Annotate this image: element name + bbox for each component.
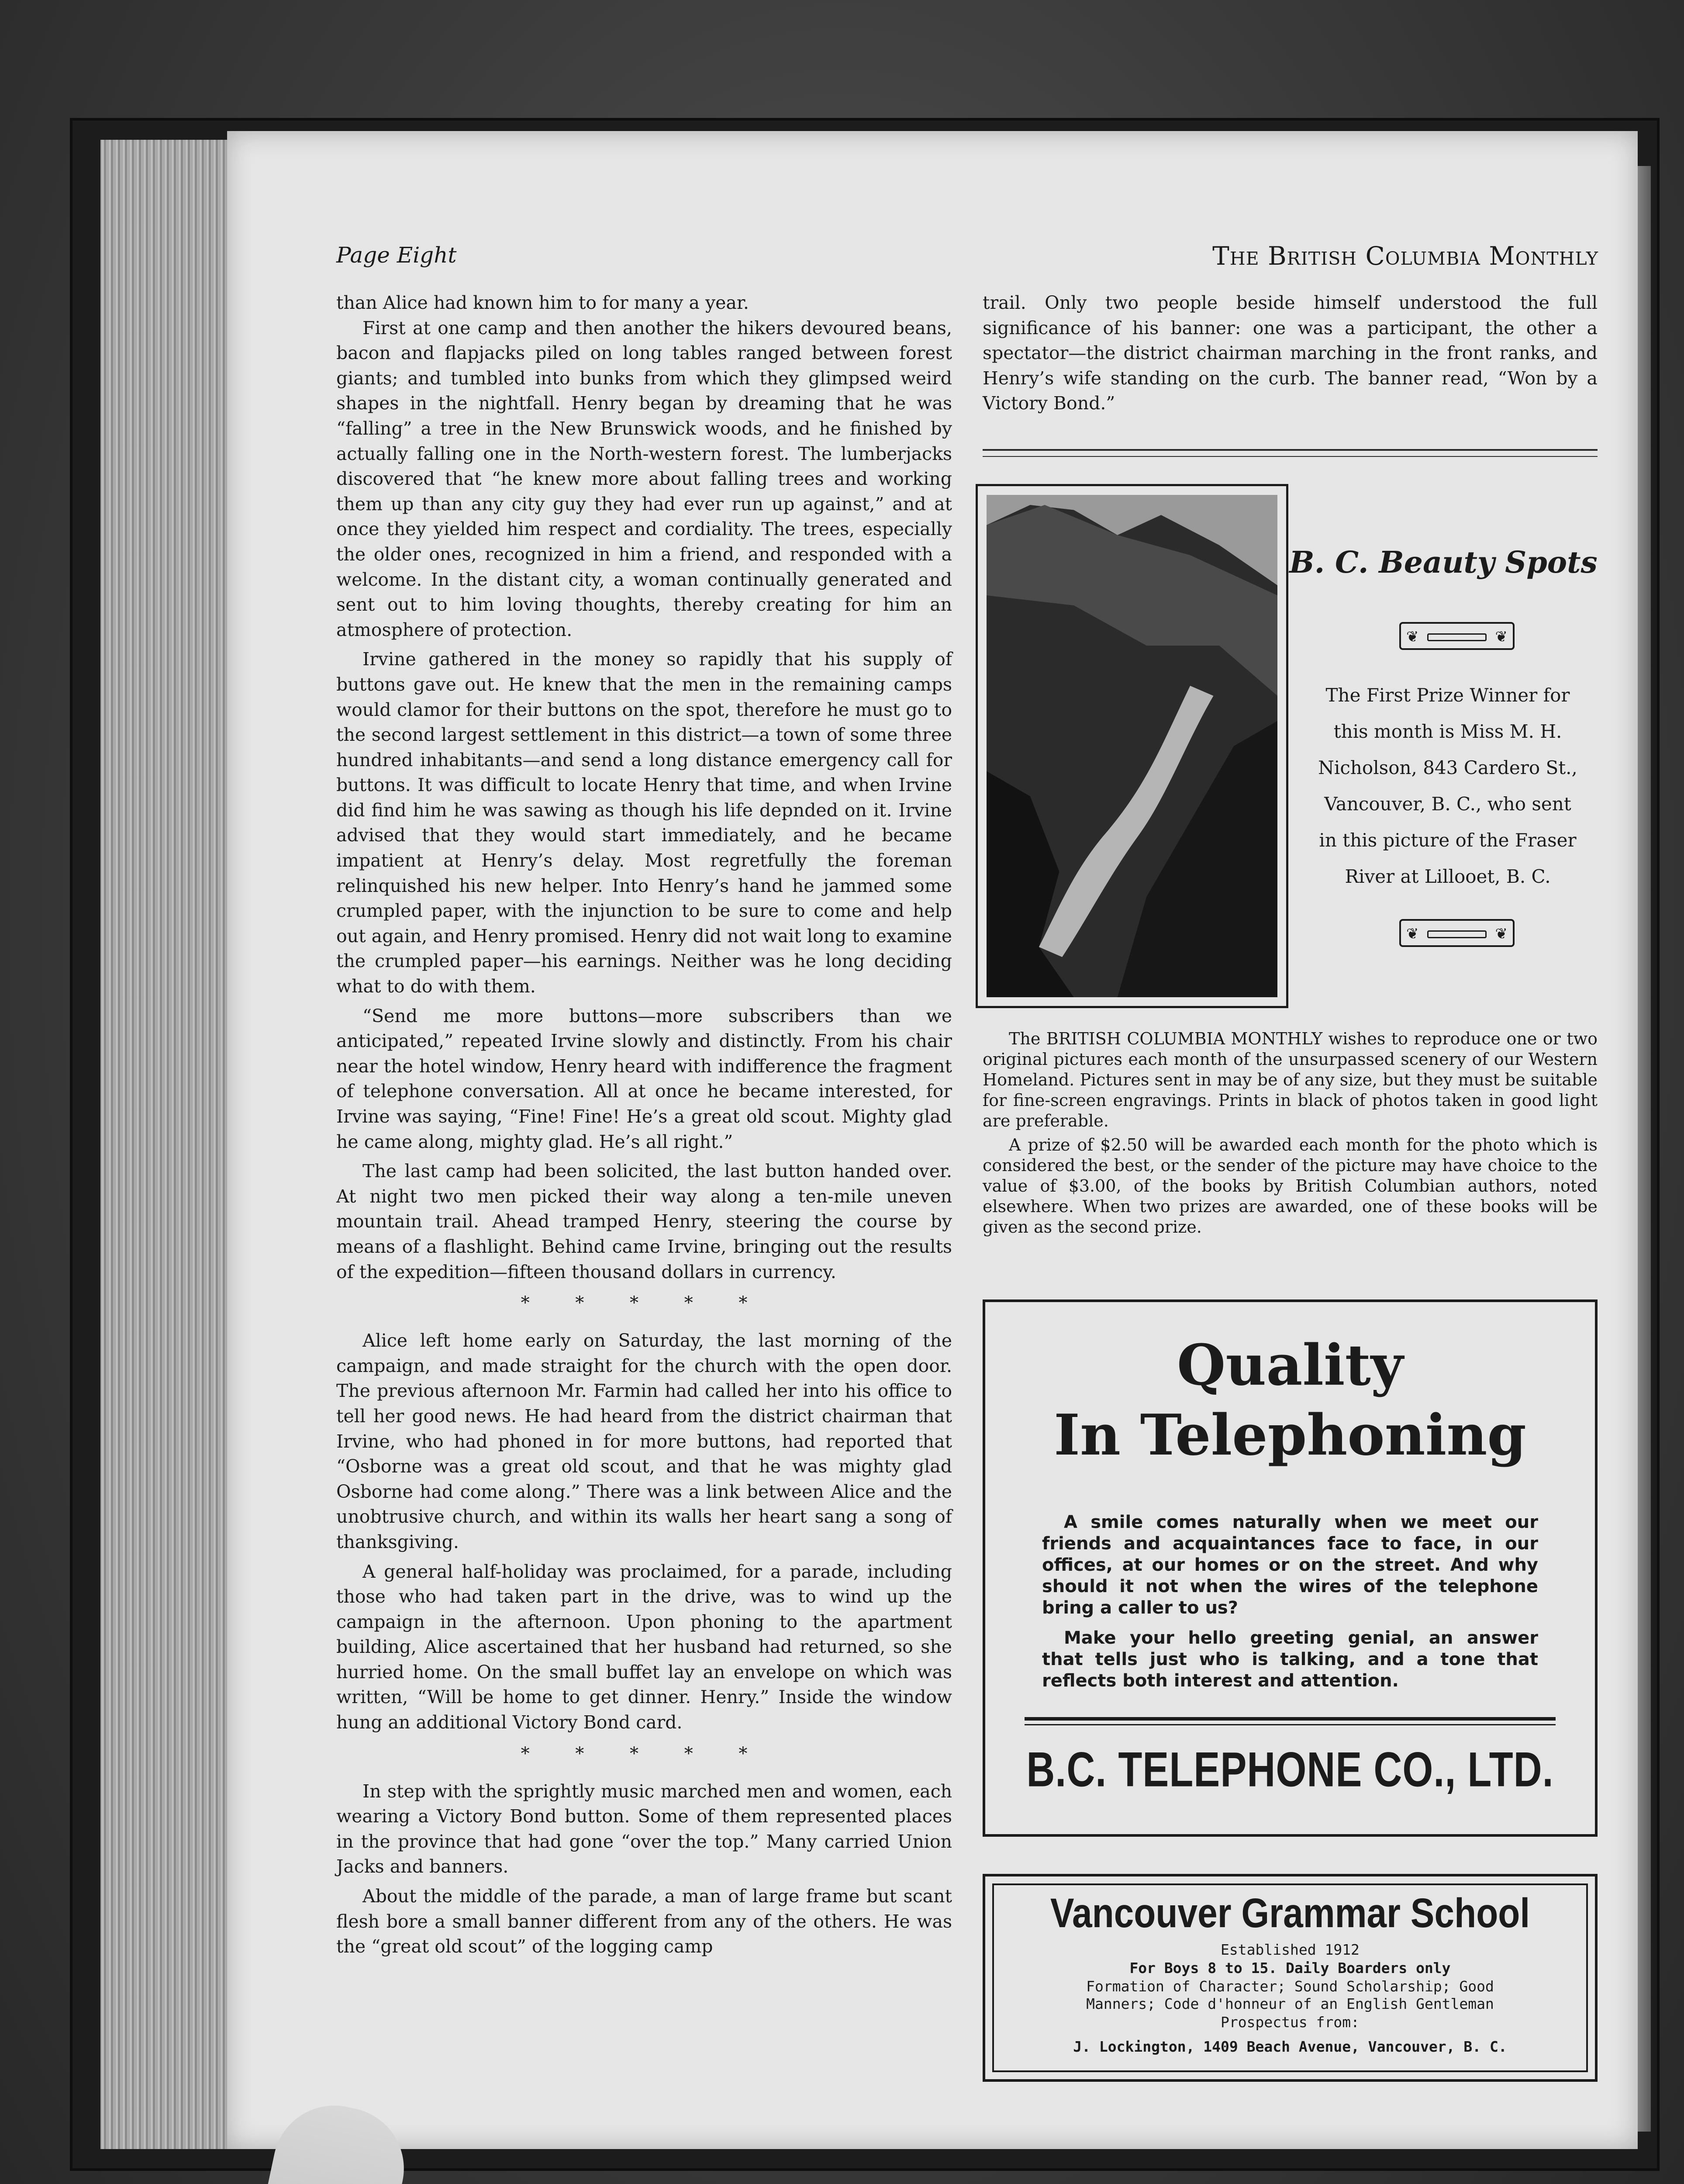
- winner-line: Vancouver, B. C., who sent: [1324, 793, 1571, 815]
- paragraph: Alice left home early on Saturday, the last morning of the campaign, and made straight for the church with the open door. The previous afternoon Mr. Farmin had called her into his office to tell her good news. He had heard from the district chairman that Irvine, who had phoned in for more buttons, had reported that “Osborne was a great old scout, and that he was mighty glad Osborne had come along.” There was a link between Alice and the unobtrusive church, and within its walls her heart sang a song of thanksgiving.: [336, 1330, 952, 1552]
- photo-contest-notice: [983, 1029, 1598, 1237]
- divider-rule: [983, 449, 1598, 451]
- section-separator: * * * * *: [521, 1743, 768, 1764]
- divider-rule: [983, 456, 1598, 457]
- paragraph: The last camp had been solicited, the last button handed over. At night two men picked their way along a ten-mile uneven mountain trail. Ahead tramped Henry, steering the course by means of a flashlight. Behind came Irvine, bringing out the results of the expedition—fifteen thousand dollars in currency.: [336, 1161, 952, 1282]
- magazine-title: The British Columbia Monthly: [1212, 241, 1598, 271]
- school-name: Vancouver Grammar School: [1050, 1890, 1530, 1936]
- paragraph: “Send me more buttons—more subscribers than we anticipated,” repeated Irvine slowly and distinctly. From his chair near the hotel window, Henry heard with indifference the fragment of telephone conversation. All at once he became interested, for Irvine was saying, “Fine! Fine! He’s a great old scout. Mighty glad he came along, mighty glad. He’s all right.”: [336, 1005, 952, 1152]
- paragraph: A smile comes naturally when we meet our friends and acquaintances face to face, in our offices, at our homes or on the street. And why should it not when the wires of the telephone bring a caller to us?: [1042, 1512, 1538, 1618]
- section-separator: * * * * *: [521, 1293, 768, 1313]
- paragraph: The BRITISH COLUMBIA MONTHLY wishes to reproduce one or two original pictures each month of the unsurpassed scenery of our Western Homeland. Pictures sent in may be of any size, but they must be suitable for fine-screen engravings. Prints in black of photos taken in good light are preferable.: [983, 1029, 1598, 1130]
- prospectus-line: Prospectus from:: [1221, 2014, 1360, 2031]
- formation-line: Manners; Code d'honneur of an English Gentleman: [1086, 1995, 1494, 2012]
- telephone-advertisement: [983, 1299, 1598, 1837]
- paragraph: Make your hello greeting genial, an answer that tells just who is talking, and a tone that reflects both interest and attention.: [1042, 1628, 1538, 1691]
- paragraph: In step with the sprightly music marched men and women, each wearing a Victory Bond button. Some of them represented places in the province that had gone “over the top.” Many carried Union Jacks and banners.: [336, 1780, 952, 1877]
- decorative-ornament-icon: ❦ ❦: [1399, 919, 1515, 947]
- paragraph: than Alice had known him to for many a year.: [336, 292, 749, 313]
- paragraph: A prize of $2.50 will be awarded each month for the photo which is considered the best, or the sender of the picture may have choice to the value of $3.00, of the books by British Columbian authors, noted elsewhere. When two prizes are awarded, one of these books will be given as the second prize.: [983, 1135, 1598, 1237]
- winner-line: in this picture of the Fraser: [1319, 829, 1577, 851]
- school-advertisement: [983, 1874, 1598, 2082]
- winner-line: River at Lillooet, B. C.: [1345, 866, 1551, 887]
- established-line: Established 1912: [1221, 1941, 1360, 1958]
- winner-line: this month is Miss M. H.: [1333, 721, 1562, 742]
- paragraph: Irvine gathered in the money so rapidly that his supply of buttons gave out. He knew that the men in the remaining camps would clamor for their buttons on the spot, therefore he must go to the second largest settlement in this district—a town of some three hundred inhabitants—and send a long distance emergency call for buttons. It was difficult to locate Henry that time, and when Irvine did find him he was sawing as though his life depnded on it. Irvine advised that they would start immediately, and he became impatient at Henry’s delay. Most regretfully the foreman relinquished his new helper. Into Henry’s hand he jammed some crumpled paper, with the injunction to be sure to come and help out again, and Henry promised. Henry did not wait long to examine the crumpled paper—his earnings. Neither was he long deciding what to do with them.: [336, 649, 952, 997]
- winner-line: The First Prize Winner for: [1325, 684, 1570, 706]
- photo-frame: [976, 484, 1288, 1008]
- paragraph: A general half-holiday was proclaimed, for a parade, including those who had taken part in the drive, was to wind up the campaign in the afternoon. Upon phoning to the apartment building, Alice ascertained that her husband had returned, so she hurried home. On the small buffet lay an envelope on which was written, “Will be home to get dinner. Henry.” Inside the window hung an additional Victory Bond card.: [336, 1561, 952, 1733]
- divider-rule: [1025, 1717, 1556, 1721]
- paragraph: First at one camp and then another the hikers devoured beans, bacon and flapjacks piled on long tables ranged between forest giants; and tumbled into bunks from which they glimpsed weird shapes in the nightfall. Henry began by dreaming that he was “falling” a tree in the New Brunswick woods, and he finished by actually falling one in the North-western forest. The lumberjacks discovered that “he knew more about falling trees and working them up than any city guy they had ever run up against,” and at once they yielded him respect and cordiality. The trees, especially the older ones, recognized in him a friend, and responded with a welcome. In the distant city, a woman continually generated and sent out to him loving thoughts, thereby creating for him an atmosphere of protection.: [336, 317, 952, 640]
- fraser-river-photo: [987, 495, 1277, 997]
- company-name: B.C. TELEPHONE CO., LTD.: [1026, 1742, 1554, 1797]
- winner-line: Nicholson, 843 Cardero St.,: [1318, 757, 1577, 778]
- ages-line: For Boys 8 to 15. Daily Boarders only: [1129, 1959, 1451, 1977]
- beauty-spots-title: B. C. Beauty Spots: [1289, 545, 1598, 580]
- divider-rule: [1025, 1724, 1556, 1725]
- ad-headline: Quality: [1177, 1333, 1404, 1398]
- right-column-continuation: [983, 290, 1598, 416]
- ad-body: [1042, 1512, 1538, 1700]
- ad-headline: In Telephoning: [1054, 1403, 1526, 1468]
- page-number-label: Page Eight: [336, 242, 457, 268]
- landscape-photo-image: [987, 495, 1277, 997]
- decorative-ornament-icon: ❦ ❦: [1399, 622, 1515, 650]
- page-edges: [100, 140, 231, 2149]
- paragraph: trail. Only two people beside himself understood the full significance of his banner: one was a participant, the other a spectator—the district chairman marching in the front ranks, and Henry’s wife standing on the curb. The banner read, “Won by a Victory Bond.”: [983, 292, 1598, 414]
- address-line: J. Lockington, 1409 Beach Avenue, Vancouver, B. C.: [1073, 2038, 1507, 2055]
- left-column: [336, 290, 952, 1959]
- paragraph: About the middle of the parade, a man of large frame but scant flesh bore a small banner different from any of the others. He was the “great old scout” of the logging camp: [336, 1886, 952, 1957]
- beauty-spots-winner-text: [1297, 677, 1598, 895]
- formation-line: Formation of Character; Sound Scholarship; Good: [1086, 1978, 1494, 1995]
